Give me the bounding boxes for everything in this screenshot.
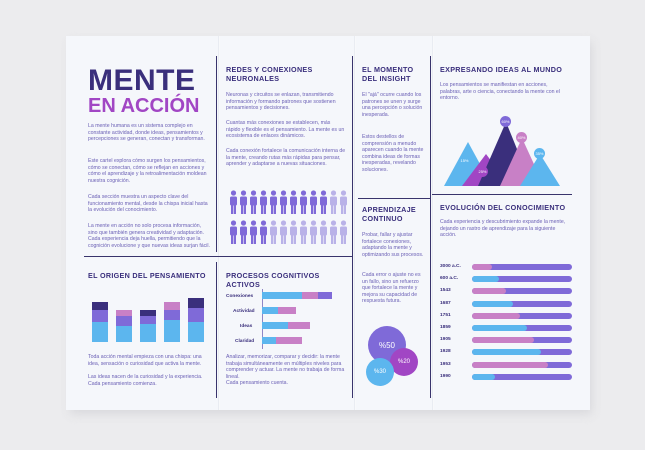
person-icon bbox=[230, 190, 237, 214]
person-icon bbox=[230, 220, 237, 244]
timeline-row bbox=[440, 286, 574, 296]
origen-bar-segment bbox=[140, 316, 156, 324]
timeline-year: 1859 bbox=[440, 325, 451, 330]
timeline-bar bbox=[472, 362, 572, 368]
timeline-bar-fill bbox=[472, 288, 506, 294]
timeline-bar bbox=[472, 349, 572, 355]
origen-bar-segment bbox=[188, 298, 204, 308]
intro-para-2: Este cartel explora cómo surgen los pensamientos, cómo se conectan, cómo se reflejan en acciones y cómo el aprendizaje y la retroalimentación moldean nuestra cognición. bbox=[88, 158, 207, 184]
timeline-bar bbox=[472, 337, 572, 343]
fold-line bbox=[218, 36, 220, 410]
timeline-bar bbox=[472, 276, 572, 282]
timeline-row bbox=[440, 311, 574, 321]
person-icon bbox=[260, 190, 267, 214]
timeline-year: 1928 bbox=[440, 349, 451, 355]
person-icon bbox=[300, 220, 307, 244]
origen-bar-segment bbox=[188, 322, 204, 342]
procesos-label-conexiones: Conexiones bbox=[226, 294, 254, 299]
timeline-bar-fill bbox=[472, 276, 499, 282]
person-icon bbox=[300, 190, 307, 214]
origen-bar-segment bbox=[92, 302, 108, 310]
origen-bar-segment bbox=[188, 308, 204, 322]
divider bbox=[352, 56, 353, 398]
person-icon bbox=[250, 190, 257, 214]
aprendizaje-title: APRENDIZAJE CONTINUO bbox=[362, 205, 417, 223]
origen-bar-segment bbox=[116, 326, 132, 342]
fold-line bbox=[432, 36, 434, 410]
origen-bar-segment bbox=[164, 310, 180, 320]
timeline-row bbox=[440, 347, 574, 357]
divider bbox=[216, 262, 217, 398]
timeline-row bbox=[440, 299, 574, 309]
timeline-row bbox=[440, 262, 574, 272]
momento-title: EL MOMENTO DEL INSIGHT bbox=[362, 65, 414, 83]
person-icon bbox=[250, 220, 257, 244]
proceso-bar-segment bbox=[276, 337, 302, 344]
procesos-bar-chart bbox=[262, 290, 350, 350]
origen-bar-segment bbox=[140, 324, 156, 342]
origen-bar-segment bbox=[140, 310, 156, 316]
pct-badge: 25% bbox=[477, 166, 488, 177]
timeline-row bbox=[440, 323, 574, 333]
divider bbox=[216, 56, 217, 252]
timeline-bar-fill bbox=[472, 313, 520, 319]
proceso-bar-segment bbox=[262, 322, 288, 329]
person-icon bbox=[310, 220, 317, 244]
origen-bar-segment bbox=[116, 316, 132, 326]
divider bbox=[430, 56, 431, 398]
divider bbox=[358, 198, 430, 199]
person-icon bbox=[320, 220, 327, 244]
timeline-bar bbox=[472, 288, 572, 294]
circle-20: %20 bbox=[390, 348, 418, 376]
redes-para-1: Neuronas y circuitos se enlazan, transmitiendo información y formando patrones que sostienen pensamientos y decisiones. bbox=[226, 92, 336, 112]
timeline-bar-fill bbox=[472, 301, 513, 307]
person-icon bbox=[270, 220, 277, 244]
person-icon bbox=[290, 220, 297, 244]
timeline-year: 1687 bbox=[440, 300, 451, 306]
origen-para-2: Las ideas nacen de la curiosidad y la experiencia. Cada pensamiento comienza. bbox=[88, 374, 203, 387]
main-title-line2: EN ACCIÓN bbox=[88, 95, 200, 117]
timeline-bar-fill bbox=[472, 374, 495, 380]
circle-50: %50 bbox=[368, 326, 406, 364]
person-icon bbox=[290, 190, 297, 214]
person-icon bbox=[330, 220, 337, 244]
timeline-year: 600 a.C. bbox=[440, 276, 459, 282]
person-icon bbox=[280, 220, 287, 244]
origen-bar-segment bbox=[164, 320, 180, 342]
origen-bar-chart bbox=[88, 286, 210, 344]
timeline-year: 3000 a.C. bbox=[440, 264, 461, 269]
evolucion-para: Cada experiencia y descubrimiento expande la mente, dejando un rastro de aprendizaje para la siguiente acción. bbox=[440, 219, 566, 239]
person-icon bbox=[340, 190, 347, 214]
proceso-bar-segment bbox=[262, 307, 278, 314]
origen-bar-segment bbox=[92, 322, 108, 342]
expresando-title: EXPRESANDO IDEAS AL MUNDO bbox=[440, 65, 563, 74]
timeline-row bbox=[440, 372, 574, 382]
pct-badge: 15% bbox=[459, 155, 470, 166]
person-icon bbox=[310, 190, 317, 214]
person-icon bbox=[340, 220, 347, 244]
divider bbox=[432, 194, 572, 195]
redes-para-3: Cada conexión fortalece la comunicación interna de la mente, creando rutas más rápidas para pensar, aprender y adaptarse a nuevas situaciones. bbox=[226, 148, 346, 168]
redes-para-2: Cuantas más conexiones se establecen, más rápido y flexible es el pensamiento. La mente es un ecosistema de enlaces dinámicos. bbox=[226, 120, 345, 140]
person-icon bbox=[240, 190, 247, 214]
procesos-title: PROCESOS COGNITIVOS ACTIVOS bbox=[226, 271, 320, 289]
timeline-bar bbox=[472, 264, 572, 270]
procesos-label-actividad: Actividad bbox=[233, 309, 255, 314]
timeline-bar-fill bbox=[472, 264, 492, 270]
origen-para-1: Toda acción mental empieza con una chispa: una idea, sensación o curiosidad que activa la mente. bbox=[88, 354, 202, 367]
timeline-year: 1953 bbox=[440, 361, 451, 367]
procesos-label-claridad: Claridad bbox=[235, 339, 255, 344]
person-icon bbox=[330, 190, 337, 214]
momento-para-2: Estos destellos de comprensión a menudo aparecen cuando la mente combina ideas de formas inesperadas, revelando soluciones. bbox=[362, 134, 424, 173]
timeline-year: 1543 bbox=[440, 288, 451, 294]
main-title-line1: MENTE bbox=[88, 64, 196, 97]
aprendizaje-para-2: Cada error o ajuste no es un fallo, sino un refuerzo que fortalece la mente y mejora su capacidad de respuesta futura. bbox=[362, 272, 421, 305]
timeline-bar bbox=[472, 313, 572, 319]
timeline-year: 1905 bbox=[440, 337, 451, 343]
intro-para-4: La mente en acción no solo procesa información, sino que también genera creatividad y adaptación. Cada experiencia deja huella, permitiendo que la cognición evolucione y que nuevas ideas surjan fácil. bbox=[88, 223, 210, 249]
timeline-year: 1751 bbox=[440, 312, 451, 318]
timeline-row bbox=[440, 360, 574, 370]
fold-line bbox=[354, 36, 356, 410]
intro-para-1: La mente humana es un sistema complejo en constante actividad, donde ideas, pensamientos y percepciones se generan, conectan y transforman. bbox=[88, 123, 205, 143]
intro-para-3: Cada sección muestra un aspecto clave del funcionamiento mental, desde la chispa inicial hasta la evolución del conocimiento. bbox=[88, 194, 208, 214]
redes-title: REDES Y CONEXIONES NEURONALES bbox=[226, 65, 313, 83]
person-icon bbox=[320, 190, 327, 214]
timeline-row bbox=[440, 335, 574, 345]
people-pictogram bbox=[226, 186, 350, 250]
aprendizaje-para-1: Probar, fallar y ajustar fortalece conexiones, adaptando la mente y optimizando sus procesos. bbox=[362, 232, 424, 258]
expresando-para: Los pensamientos se manifiestan en acciones, palabras, arte o ciencia, conectando la mente con el entorno. bbox=[440, 82, 560, 102]
proceso-bar-segment bbox=[288, 322, 310, 329]
origen-bar-segment bbox=[164, 302, 180, 310]
pct-badge: 35% bbox=[534, 148, 545, 159]
timeline-bar bbox=[472, 301, 572, 307]
timeline-bar-fill bbox=[472, 362, 548, 368]
pct-badge: 60% bbox=[500, 116, 511, 127]
timeline-bar bbox=[472, 325, 572, 331]
proceso-bar-segment bbox=[278, 307, 296, 314]
person-icon bbox=[240, 220, 247, 244]
proceso-bar-segment bbox=[262, 337, 276, 344]
person-icon bbox=[280, 190, 287, 214]
timeline-bar-fill bbox=[472, 325, 527, 331]
circle-30: %30 bbox=[366, 358, 394, 386]
origen-title: EL ORIGEN DEL PENSAMIENTO bbox=[88, 271, 206, 280]
proceso-bar-segment bbox=[318, 292, 332, 299]
timeline-bar-fill bbox=[472, 349, 541, 355]
timeline-year: 1990 bbox=[440, 373, 451, 379]
procesos-para-2: Cada pensamiento cuenta. bbox=[226, 380, 289, 386]
origen-bar-segment bbox=[116, 310, 132, 316]
person-icon bbox=[260, 220, 267, 244]
divider bbox=[84, 256, 352, 257]
proceso-bar-segment bbox=[302, 292, 318, 299]
timeline-bar bbox=[472, 374, 572, 380]
procesos-label-ideas: Ideas bbox=[240, 324, 253, 329]
pct-badge: 40% bbox=[516, 132, 527, 143]
momento-para-1: El "ajá" ocurre cuando los patrones se unen y surge una percepción o solución inesperada. bbox=[362, 92, 423, 118]
timeline-bar-fill bbox=[472, 337, 534, 343]
procesos-para: Analizar, memorizar, comparar y decidir: la mente trabaja simultáneamente en múltiples niveles para comprender y actuar. La mente no trabaja de forma lineal. bbox=[226, 354, 345, 380]
person-icon bbox=[270, 190, 277, 214]
origen-bar-segment bbox=[92, 310, 108, 322]
timeline-row bbox=[440, 274, 574, 284]
evolucion-title: EVOLUCIÓN DEL CONOCIMIENTO bbox=[440, 203, 566, 212]
proceso-bar-segment bbox=[262, 292, 302, 299]
infographic-poster bbox=[66, 36, 590, 410]
